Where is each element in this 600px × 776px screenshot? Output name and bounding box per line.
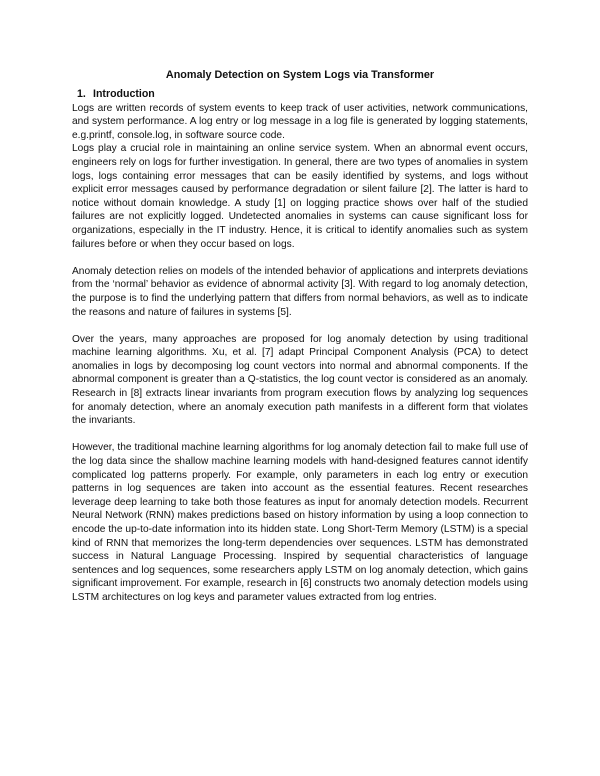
paragraph-logs-definition: Logs are written records of system events to keep track of user activities, network communications, and system performance. A log entry or log message in a log file is generated by logging statements, e.g.printf, console.log, in software source code. xyxy=(72,102,528,141)
section-title: Introduction xyxy=(93,88,155,100)
paper-page xyxy=(72,68,528,605)
section-number: 1. xyxy=(77,88,86,100)
paragraph-deep-learning: However, the traditional machine learning algorithms for log anomaly detection fail to make full use of the log data since the shallow machine learning models with hand-designed features cannot identify complicated log patterns properly. For example, only parameters in each log entry or execution patterns in log sequences are taken into account as the essential features. Recent researches leverage deep learning to take both those features as input for anomaly detection models. Recurrent Neural Network (RNN) makes predictions based on history information by using a loop connection to encode the up-to-date information into its hidden state. Long Short-Term Memory (LSTM) is a special kind of RNN that memorizes the long-term dependencies over sequences. LSTM has demonstrated success in Natural Language Processing. Inspired by sequential characteristics of language sentences and log sequences, some researchers apply LSTM on log anomaly detection, which gains significant improvement. For example, research in [6] constructs two anomaly detection models using LSTM architectures on log keys and parameter values extracted from log entries. xyxy=(72,442,528,603)
paper-title: Anomaly Detection on System Logs via Transformer xyxy=(165,69,435,81)
section-heading xyxy=(72,88,528,102)
paragraph-traditional-ml: Over the years, many approaches are proposed for log anomaly detection by using traditional machine learning algorithms. Xu, et al. [7] adapt Principal Component Analysis (PCA) to detect anomalies in logs by decomposing log count vectors into normal and abnormal components. If the abnormal component is greater than a Q-statistics, the log count vector is considered as an anomaly. Research in [8] extracts linear invariants from program execution flows by analyzing log sequences for anomaly detection, where an anomaly execution path manifests in a different form that violates the invariants. xyxy=(72,333,528,427)
paragraph-logs-role: Logs play a crucial role in maintaining an online service system. When an abnormal event occurs, engineers rely on logs for further investigation. In general, there are two types of anomalies in system logs, logs containing error messages that can be easily identified by systems, and logs without explicit error messages caused by performance degradation or silent failure [2]. The latter is hard to notice without domain knowledge. A study [1] on logging practice shows over half of the studied failures are not explicitly logged. Undetected anomalies in systems can cause significant loss for organizations, especially in the IT industry. Hence, it is critical to identify anomalies such as system failures before or when they occur based on logs. xyxy=(72,143,528,250)
paragraph-anomaly-detection: Anomaly detection relies on models of the intended behavior of applications and interprets deviations from the ‘normal’ behavior as evidence of abnormal activity [3]. With regard to log anomaly detection, the purpose is to find the underlying pattern that differs from normal behaviors, as well as to indicate the reasons and nature of failures in systems [5]. xyxy=(72,265,528,318)
